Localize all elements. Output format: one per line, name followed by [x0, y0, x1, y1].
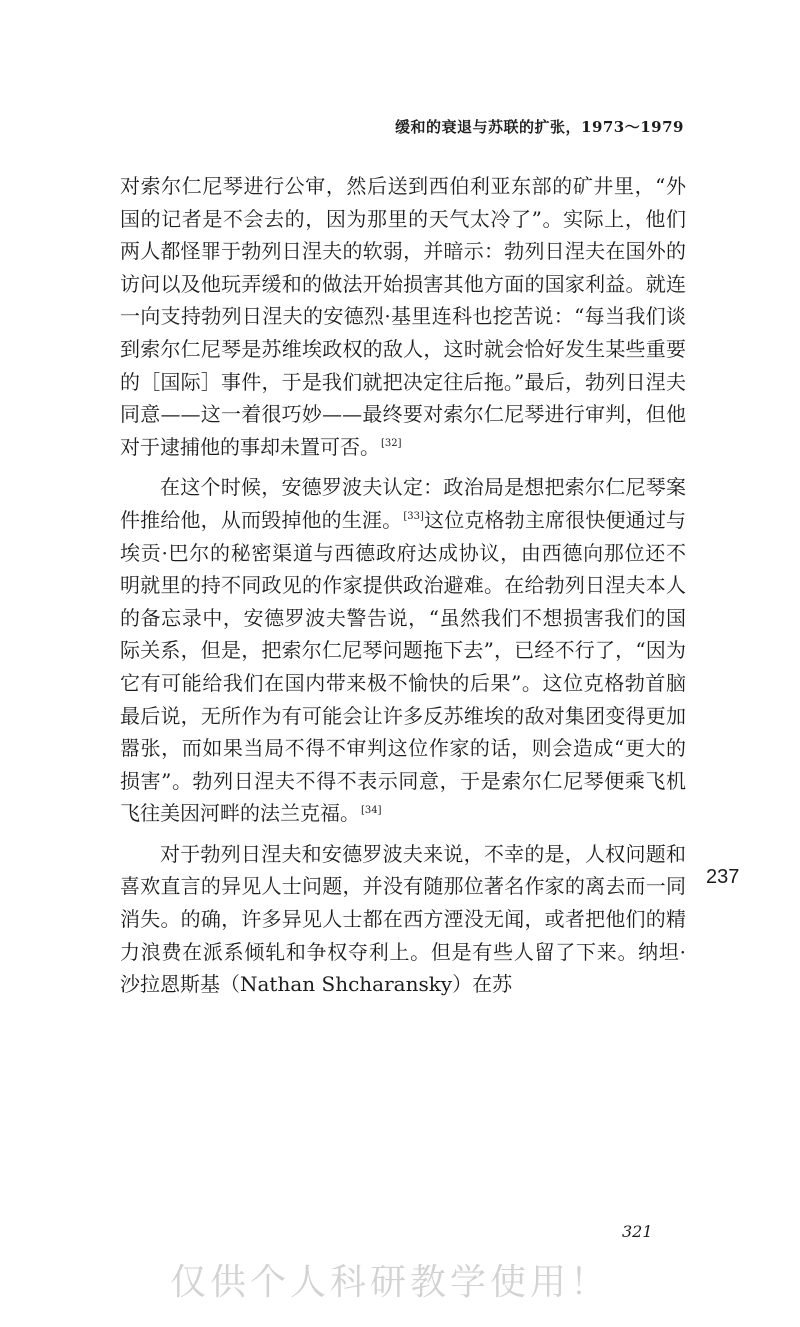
footnote-ref[interactable]: [32]	[381, 438, 402, 450]
original-page-number: 237	[706, 866, 740, 888]
body-text	[120, 170, 686, 1001]
paragraph-text: 对索尔仁尼琴进行公审，然后送到西伯利亚东部的矿井里，“外国的记者是不会去的，因为那里的天气太冷了”。实际上，他们两人都怪罪于勃列日涅夫的软弱，并暗示：勃列日涅夫在国外的访问以及他玩弄缓和的做法开始损害其他方面的国家利益。就连一向支持勃列日涅夫的安德烈·基里连科也挖苦说：“每当我们谈到索尔仁尼琴是苏维埃政权的敌人，这时就会恰好发生某些重要的［国际］事件，于是我们就把决定往后拖。”最后，勃列日涅夫同意——这一着很巧妙——最终要对索尔仁尼琴进行审判，但他对于逮捕他的事却未置可否。	[120, 174, 686, 459]
paragraph	[120, 170, 686, 463]
paragraph	[120, 471, 686, 830]
paragraph	[120, 838, 686, 1001]
footnote-ref[interactable]: [34]	[361, 804, 382, 816]
watermark: 仅供个人科研教学使用！	[170, 1262, 611, 1303]
page-number: 321	[622, 1222, 653, 1241]
paragraph-text: 在这个时候，安德罗波夫认定：政治局是想把索尔仁尼琴案件推给他，从而毁掉他的生涯。	[120, 475, 686, 532]
footnote-ref[interactable]: [33]	[403, 511, 424, 523]
running-head: 缓和的衰退与苏联的扩张，1973～1979	[395, 118, 684, 136]
paragraph-text: 这位克格勃主席很快便通过与埃贡·巴尔的秘密渠道与西德政府达成协议，由西德向那位还不明就里的持不同政见的作家提供政治避难。在给勃列日涅夫本人的备忘录中，安德罗波夫警告说，“虽然我们不想损害我们的国际关系，但是，把索尔仁尼琴问题拖下去”，已经不行了，“因为它有可能给我们在国内带来极不愉快的后果”。这位克格勃首脑最后说，无所作为有可能会让许多反苏维埃的敌对集团变得更加嚣张，而如果当局不得不审判这位作家的话，则会造成“更大的损害”。勃列日涅夫不得不表示同意，于是索尔仁尼琴便乘飞机飞往美因河畔的法兰克福。	[120, 507, 687, 826]
paragraph-text: 对于勃列日涅夫和安德罗波夫来说，不幸的是，人权问题和喜欢直言的异见人士问题，并没有随那位著名作家的离去而一同消失。的确，许多异见人士都在西方湮没无闻，或者把他们的精力浪费在派系倾轧和争权夺利上。但是有些人留了下来。纳坦·沙拉恩斯基（Nathan Shcharansky）在苏	[120, 841, 686, 997]
